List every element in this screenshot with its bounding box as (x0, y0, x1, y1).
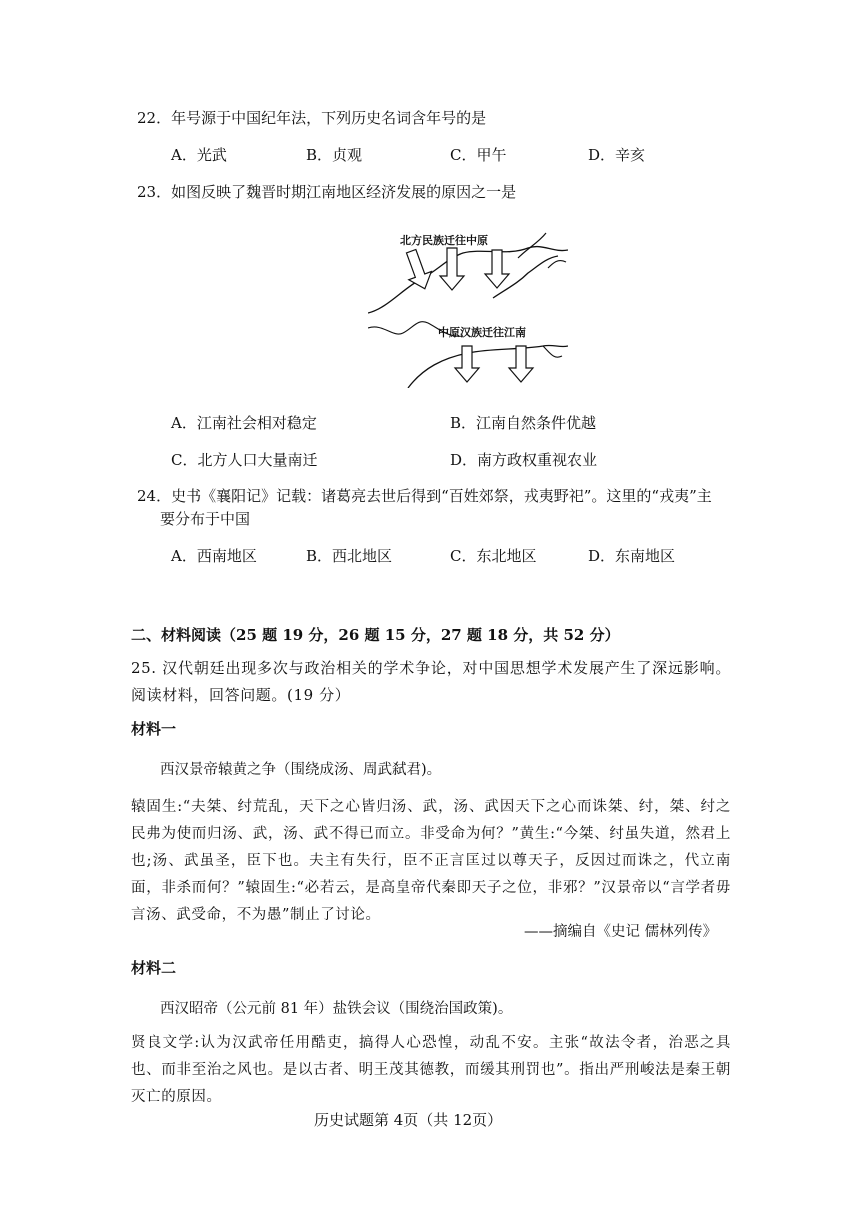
material2-body: 贤良文学:认为汉武帝任用酷吏，搞得人心恐惶，动乱不安。主张“故法令者，治恶之具也、而非至治之风也。是以古者、明王茂其德教，而缓其刑罚也”。指出严刑峻法是秦王朝灭亡的原因。 (131, 1035, 731, 1105)
q23-stem: 23．如图反映了魏晋时期江南地区经济发展的原因之一是 (137, 183, 517, 201)
q24-stem-line1: 24．史书《襄阳记》记载：诸葛亮去世后得到“百姓郊祭，戎夷野祀”。这里的“戎夷”主 (137, 487, 712, 505)
material2-intro: 西汉昭帝（公元前 81 年）盐铁会议（围绕治国政策)。 (160, 1001, 513, 1017)
q23-option-c: C．北方人口大量南迁 (171, 451, 318, 469)
material1-body: 辕固生:“夫桀、纣荒乱，天下之心皆归汤、武，汤、武因天下之心而诛桀、纣，桀、纣之民弗为使而归汤、武，汤、武不得已而立。非受命为何？”黄生:“今桀、纣虽失道，然君上也;汤、武虽圣，臣下也。夫主有失行，臣不正言匡过以尊天子，反因过而诛之，代立南面，非杀而何？”辕固生:“必若云，是高皇帝代秦即天子之位，非邪？”汉景帝以“言学者毋言汤、武受命，不为愚”制止了讨论。 (131, 799, 731, 923)
q24-option-a: A．西南地区 (171, 547, 257, 565)
migration-map-drawing (368, 228, 568, 388)
q24-option-b: B．西北地区 (306, 547, 393, 565)
page-footer: 历史试题第 4页（共 12页） (314, 1111, 503, 1129)
q22-option-c: C．甲午 (450, 146, 507, 164)
material1-title: 材料一 (131, 720, 177, 738)
map-label-south-migration: 中原汉族迁往江南 (438, 326, 526, 339)
material2-title: 材料二 (131, 959, 177, 977)
q22-option-a: A．光武 (171, 146, 227, 164)
q23-option-d: D．南方政权重视农业 (450, 451, 598, 469)
map-label-north-migration: 北方民族迁往中原 (400, 234, 488, 247)
q24-option-d: D．东南地区 (588, 547, 676, 565)
migration-map (368, 228, 568, 388)
q23-option-b: B．江南自然条件优越 (450, 414, 597, 432)
section2-heading: 二、材料阅读（25 题 19 分，26 题 15 分，27 题 18 分，共 52 分） (131, 626, 620, 644)
q23-option-a: A．江南社会相对稳定 (171, 414, 317, 432)
material1-intro: 西汉景帝辕黄之争（围绕成汤、周武弑君)。 (160, 762, 442, 778)
q22-stem: 22．年号源于中国纪年法，下列历史名词含年号的是 (137, 109, 487, 127)
q22-option-b: B．贞观 (306, 146, 363, 164)
q25-stem: 25. 汉代朝廷出现多次与政治相关的学术争论，对中国思想学术发展产生了深远影响。阅读材料，回答问题。(19 分） (131, 659, 731, 704)
q24-option-c: C．东北地区 (450, 547, 537, 565)
q22-option-d: D．辛亥 (588, 146, 646, 164)
q24-stem-line2: 要分布于中国 (160, 510, 251, 528)
material1-source: ——摘编自《史记 儒林列传》 (524, 924, 718, 940)
